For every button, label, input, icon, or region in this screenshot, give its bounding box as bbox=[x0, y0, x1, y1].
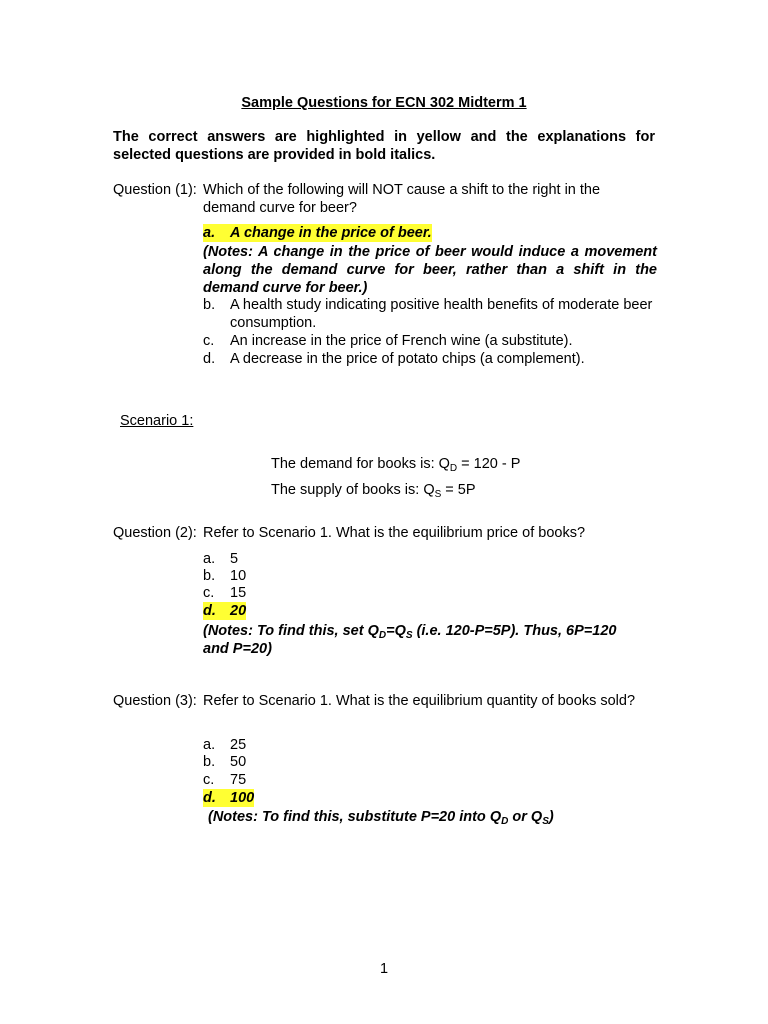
supply-equation bbox=[271, 481, 476, 499]
note-text: (Notes: To find this, substitute P=20 into Q bbox=[208, 809, 502, 825]
question-1-option-a bbox=[203, 224, 655, 242]
option-text: 10 bbox=[230, 568, 247, 584]
question-1-option-b bbox=[203, 296, 655, 332]
option-letter: b. bbox=[203, 568, 216, 584]
equation-text: = 120 - P bbox=[457, 456, 521, 472]
option-text: A health study indicating positive health benefits of moderate beer consumption. bbox=[230, 297, 653, 331]
question-3-option-b bbox=[203, 753, 655, 771]
question-2-text: Refer to Scenario 1. What is the equilibrium price of books? bbox=[203, 525, 586, 541]
note-subscript: S bbox=[405, 630, 413, 641]
option-letter: d. bbox=[203, 790, 216, 806]
option-letter: d. bbox=[203, 603, 216, 619]
question-2-option-a bbox=[203, 550, 655, 568]
note-text: =Q bbox=[386, 623, 406, 639]
note-text: (i.e. 120-P=5P). Thus, 6P=120 bbox=[412, 623, 617, 639]
note-subscript: D bbox=[501, 816, 509, 827]
option-text: A change in the price of beer. bbox=[230, 225, 432, 241]
question-3-option-d bbox=[203, 789, 655, 807]
question-3-text: Refer to Scenario 1. What is the equilibrium quantity of books sold? bbox=[203, 693, 636, 709]
equation-text: The demand for books is: Q bbox=[271, 456, 450, 472]
option-text: 5 bbox=[230, 551, 239, 567]
option-letter: c. bbox=[203, 772, 215, 788]
option-text: 20 bbox=[230, 603, 247, 619]
note-subscript: S bbox=[542, 816, 549, 827]
question-1-option-c bbox=[203, 332, 655, 350]
page-number: 1 bbox=[379, 961, 389, 977]
question-1-option-d bbox=[203, 350, 655, 368]
page-title: Sample Questions for ECN 302 Midterm 1 bbox=[241, 95, 527, 111]
option-text: 75 bbox=[230, 772, 247, 788]
option-letter: b. bbox=[203, 754, 216, 770]
question-2-label: Question (2): bbox=[113, 525, 197, 541]
question-3-note bbox=[208, 808, 662, 826]
intro-paragraph: The correct answers are highlighted in yellow and the explanations for selected questions are provided in bold italics. bbox=[113, 129, 655, 163]
equation-subscript: D bbox=[449, 463, 458, 474]
note-text: (Notes: To find this, set Q bbox=[203, 623, 379, 639]
question-2-option-c bbox=[203, 584, 655, 602]
question-2-option-b bbox=[203, 567, 655, 585]
option-letter: a. bbox=[203, 737, 216, 753]
demand-equation bbox=[271, 455, 520, 473]
question-1-label: Question (1): bbox=[113, 182, 197, 198]
equation-text: The supply of books is: Q bbox=[271, 482, 435, 498]
question-3-option-c bbox=[203, 771, 655, 789]
note-text: and P=20) bbox=[203, 641, 272, 657]
note-text: ) bbox=[548, 809, 554, 825]
option-letter: c. bbox=[203, 585, 215, 601]
question-3-label: Question (3): bbox=[113, 693, 197, 709]
option-letter: a. bbox=[203, 225, 216, 241]
option-letter: a. bbox=[203, 551, 216, 567]
equation-text: = 5P bbox=[441, 482, 476, 498]
question-2-note bbox=[203, 622, 657, 658]
note-text: or Q bbox=[508, 809, 543, 825]
question-1-text: Which of the following will NOT cause a shift to the right in the demand curve for beer? bbox=[203, 182, 601, 216]
option-text: 15 bbox=[230, 585, 247, 601]
question-2-option-d bbox=[203, 602, 655, 620]
option-letter: c. bbox=[203, 333, 215, 349]
option-text: 50 bbox=[230, 754, 247, 770]
equation-subscript: S bbox=[434, 489, 442, 500]
option-text: 100 bbox=[230, 790, 255, 806]
option-text: An increase in the price of French wine (a substitute). bbox=[230, 333, 573, 349]
note-subscript: D bbox=[378, 630, 387, 641]
scenario-label: Scenario 1: bbox=[120, 413, 194, 429]
option-letter: d. bbox=[203, 351, 216, 367]
question-1-note: (Notes: A change in the price of beer would induce a movement along the demand curve for beer, rather than a shift in the demand curve for beer.) bbox=[203, 244, 657, 296]
option-letter: b. bbox=[203, 297, 216, 313]
question-3-option-a bbox=[203, 736, 655, 754]
option-text: 25 bbox=[230, 737, 247, 753]
option-text: A decrease in the price of potato chips (a complement). bbox=[230, 351, 585, 367]
